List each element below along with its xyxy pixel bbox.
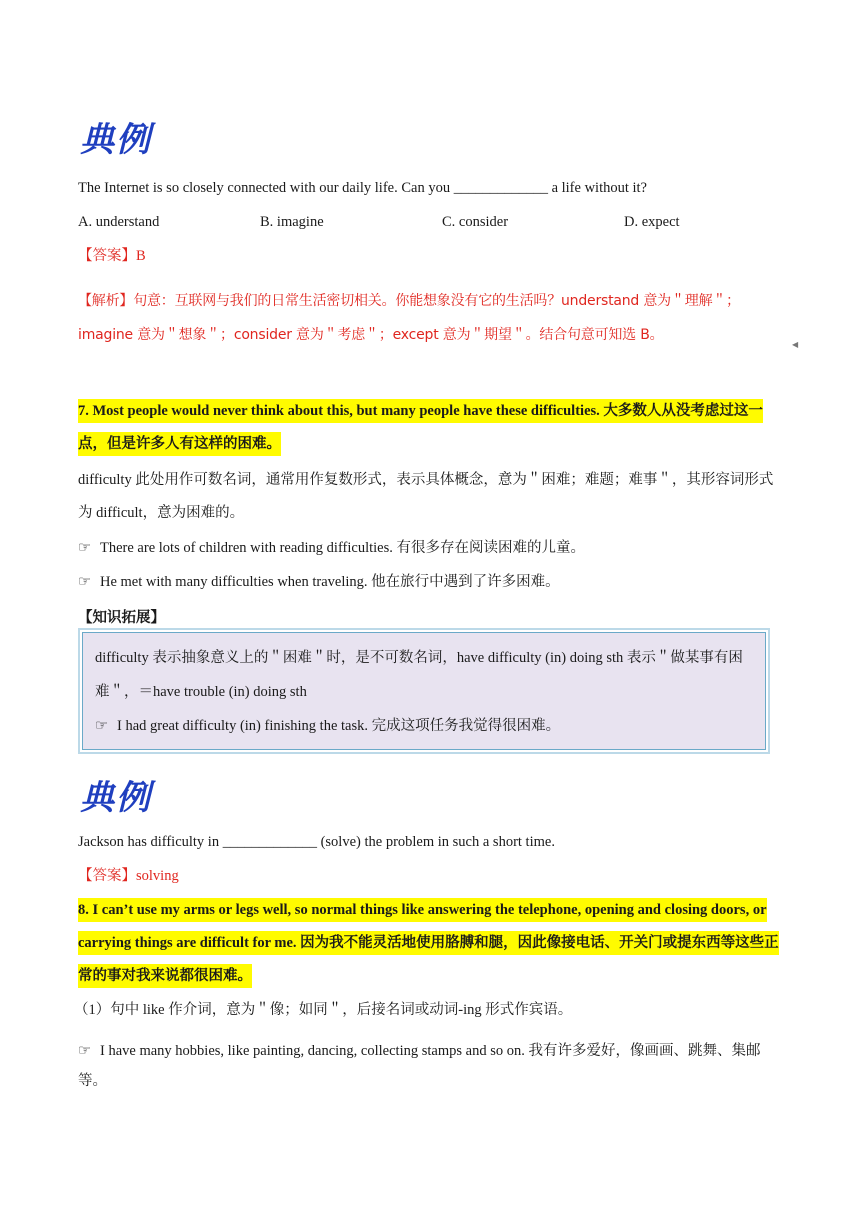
answer-value: solving [136,868,179,884]
example-sentence-3 [78,1036,786,1096]
example-sentence-3-text: I have many hobbies, like painting, dancing, collecting stamps and so on. 我有许多爱好，像画画、跳舞、集邮等。 [78,1043,761,1089]
extension-text: difficulty 表示抽象意义上的＂困难＂时，是不可数名词，have difficulty (in) doing sth 表示＂做某事有困难＂，＝have trouble (in) doing sth [95,650,743,700]
knowledge-extension-box [82,632,766,750]
difficulty-explanation: difficulty 此处用作可数名词，通常用作复数形式，表示具体概念，意为＂困难；难题；难事＂，其形容词形式为 difficult，意为困难的。 [78,472,774,521]
analysis-1: 【解析】句意：互联网与我们的日常生活密切相关。你能想象没有它的生活吗？understand 意为＂理解＂；imagine 意为＂想象＂；consider 意为＂考虑＂；except 意为＂期望＂。结合句意可知选 B。 [78,293,740,343]
question-1: The Internet is so closely connected with our daily life. Can you _____________ a life without it? [78,180,647,196]
option-b: B. imagine [260,214,324,230]
example-logo: 典例 [80,120,152,160]
option-a: A. understand [78,214,160,230]
answer-1 [78,246,146,266]
extension-example-text: I had great difficulty (in) finishing the task. 完成这项任务我觉得很困难。 [117,718,561,734]
answer-label: 【答案】 [78,248,136,264]
pointing-hand-icon: ☞ [78,540,91,556]
sentence-8 [78,894,786,993]
pointing-hand-icon: ☞ [95,718,108,734]
sentence-7 [78,395,786,461]
question-2: Jackson has difficulty in _____________ (solve) the problem in such a short time. [78,834,555,850]
example-sentence-2-text: He met with many difficulties when traveling. 他在旅行中遇到了许多困难。 [100,574,560,590]
pointing-hand-icon: ☞ [78,1043,91,1059]
sentence-7-text: 7. Most people would never think about this, but many people have these difficulties. 大多数人从没考虑过这一点，但是许多人有这样的困难。 [78,399,763,456]
answer-value: B [136,248,146,264]
answer-2 [78,866,179,886]
margin-arrow-icon: ◀ [792,340,799,349]
example-sentence-2 [78,572,560,592]
pointing-hand-icon: ☞ [78,574,91,590]
sentence-8-text: 8. I can’t use my arms or legs well, so normal things like answering the telephone, opening and closing doors, or carrying things are difficult for me. 因为我不能灵活地使用胳膊和腿，因此像接电话、开关门或提东西等这些正常的事对我来说都很困难。 [78,898,779,988]
point-1: （1）句中 like 作介词，意为＂像；如同＂，后接名词或动词-ing 形式作宾语。 [74,1002,573,1018]
answer-label: 【答案】 [78,868,136,884]
option-d: D. expect [624,214,680,230]
option-c: C. consider [442,214,509,230]
extension-example [95,709,753,743]
example-sentence-1-text: There are lots of children with reading difficulties. 有很多存在阅读困难的儿童。 [100,540,585,556]
example-sentence-1 [78,538,585,558]
knowledge-extension-heading: 【知识拓展】 [78,610,165,626]
example-logo: 典例 [80,778,152,818]
